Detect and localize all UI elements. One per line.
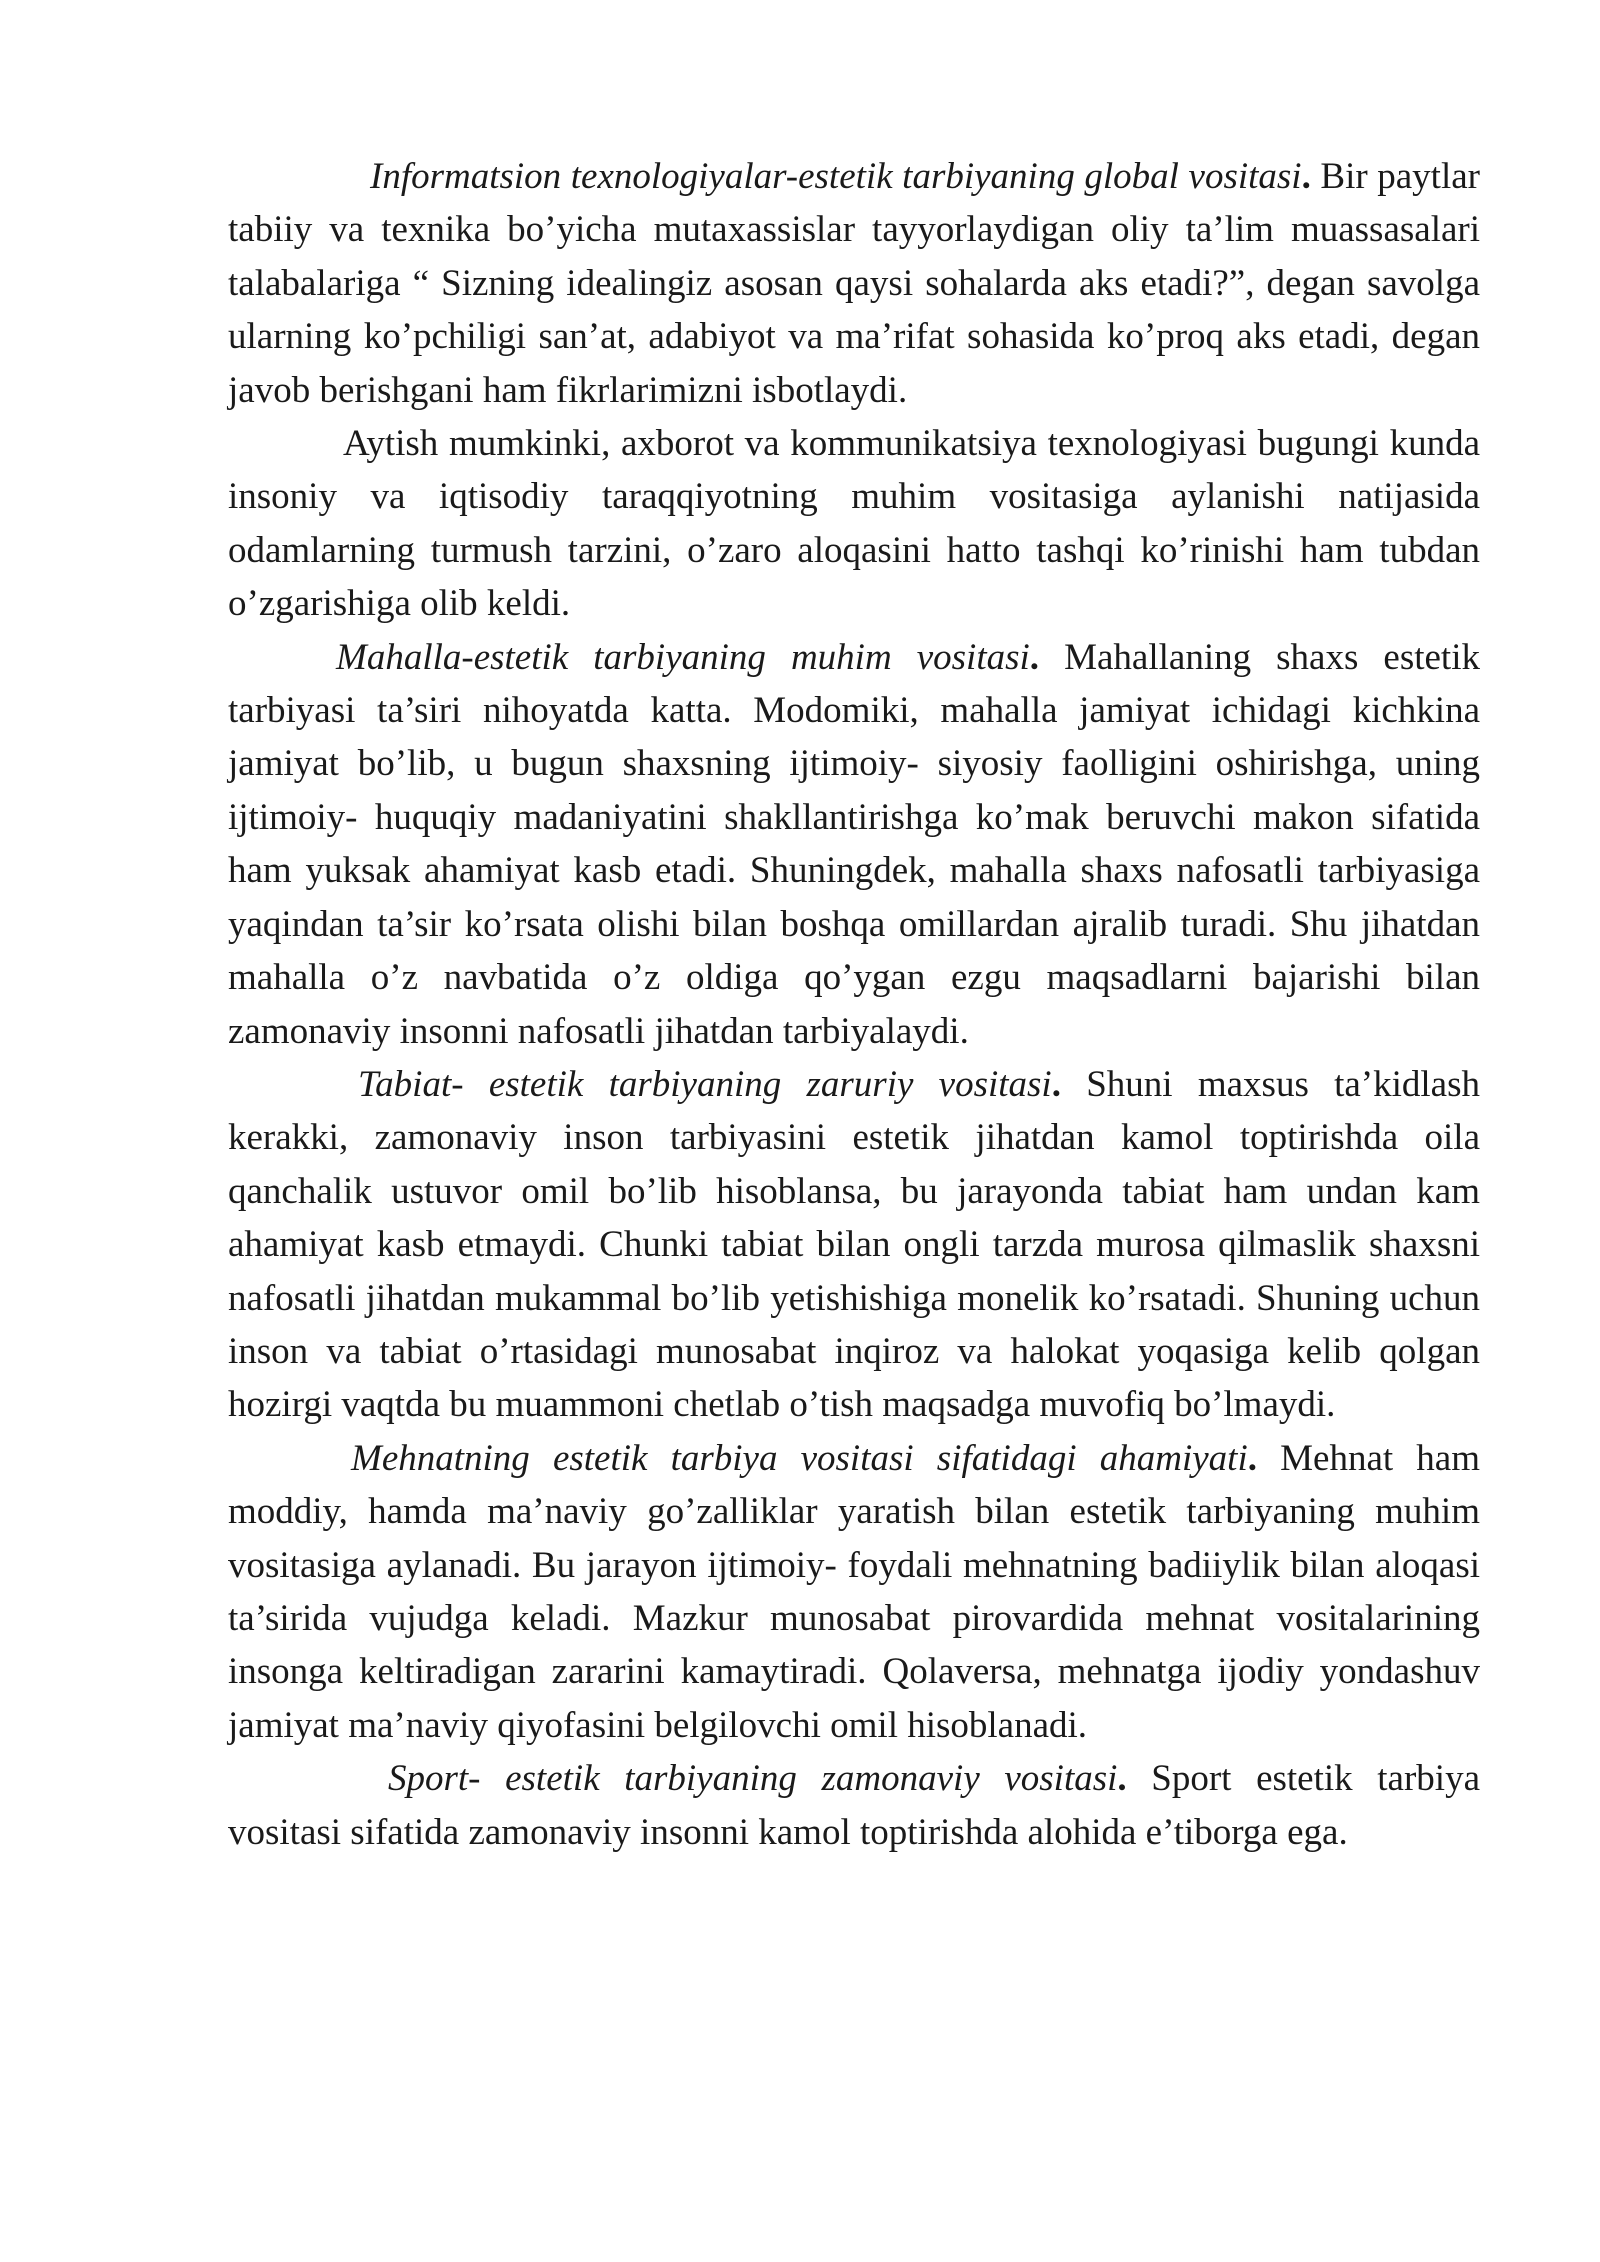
paragraph-sport: [228, 1752, 1480, 1859]
paragraph-tabiat: [228, 1058, 1480, 1432]
paragraph-text: Bir paytlar tabiiy va texnika bo’yicha mutaxassislar tayyorlaydigan oliy ta’lim muassasalari talabalariga “ Sizning idealingiz asosan qaysi sohalarda aks etadi?”, degan savolga ularning ko’pchiligi san’at, adabiyot va ma’rifat sohasida ko’proq aks etadi, degan javob berishgani ham fikrlarimizni isbotlaydi.: [228, 156, 1480, 411]
heading-period: .: [1117, 1758, 1127, 1800]
paragraph-text: Shuni maxsus ta’kidlash kerakki, zamonaviy inson tarbiyasini estetik jihatdan kamol toptirishda oila qanchalik ustuvor omil bo’lib hisoblansa, bu jarayonda tabiat ham undan kam ahamiyat kasb etmaydi. Chunki tabiat bilan ongli tarzda murosa qilmaslik shaxsni nafosatli jihatdan mukammal bo’lib yetishishiga monelik ko’rsatadi. Shuning uchun inson va tabiat o’rtasidagi munosabat inqiroz va halokat yoqasiga kelib qolgan hozirgi vaqtda bu muammoni chetlab o’tish maqsadga muvofiq bo’lmaydi.: [228, 1063, 1481, 1426]
heading-period: .: [1029, 636, 1040, 678]
paragraph-informatsion: [228, 150, 1480, 417]
paragraph-heading: Mahalla-estetik tarbiyaning muhim vositasi: [336, 636, 1030, 678]
paragraph-mahalla: [228, 631, 1480, 1058]
paragraph-text: Sport estetik tarbiya vositasi sifatida zamonaviy insonni kamol toptirishda alohida e’tiborga ega.: [228, 1758, 1480, 1853]
paragraph-text: Mehnat ham moddiy, hamda ma’naviy go’zalliklar yaratish bilan estetik tarbiyaning muhim vositasiga aylanadi. Bu jarayon ijtimoiy- foydali mehnatning badiiylik bilan aloqasi ta’sirida vujudga keladi. Mazkur munosabat pirovardida mehnat vositalarining insonga keltiradigan zararini kamaytiradi. Qolaversa, mehnatga ijodiy yondashuv jamiyat ma’naviy qiyofasini belgilovchi omil hisoblanadi.: [228, 1437, 1480, 1746]
paragraph-mehnat: [228, 1432, 1480, 1752]
body-text: [228, 150, 1480, 1859]
heading-period: .: [1247, 1437, 1257, 1479]
paragraph-heading: Mehnatning estetik tarbiya vositasi sifatidagi ahamiyati: [351, 1437, 1248, 1479]
paragraph-heading: Informatsion texnologiyalar-estetik tarbiyaning global vositasi: [370, 156, 1302, 197]
paragraph-text: Mahallaning shaxs estetik tarbiyasi ta’siri nihoyatda katta. Modomiki, mahalla jamiyat ichidagi kichkina jamiyat bo’lib, u bugun shaxsning ijtimoiy- siyosiy faolligini oshirishga, uning ijtimoiy- huquqiy madaniyatini shakllantirishga ko’mak beruvchi makon sifatida ham yuksak ahamiyat kasb etadi. Shuningdek, mahalla shaxs nafosatli tarbiyasiga yaqindan ta’sir ko’rsata olishi bilan boshqa omillardan ajralib turadi. Shu jihatdan mahalla o’z navbatida o’z oldiga qo’ygan ezgu maqsadlarni bajarishi bilan zamonaviy insonni nafosatli jihatdan tarbiyalaydi.: [228, 636, 1480, 1052]
heading-period: .: [1051, 1063, 1061, 1105]
paragraph-heading: Tabiat- estetik tarbiyaning zaruriy vositasi: [358, 1063, 1052, 1105]
paragraph-text: Aytish mumkinki, axborot va kommunikatsiya texnologiyasi bugungi kunda insoniy va iqtisodiy taraqqiyotning muhim vositasiga aylanishi natijasida odamlarning turmush tarzini, o’zaro aloqasini hatto tashqi ko’rinishi ham tubdan o’zgarishiga olib keldi.: [228, 423, 1480, 625]
heading-period: .: [1301, 156, 1311, 197]
paragraph-heading: Sport- estetik tarbiyaning zamonaviy vositasi: [388, 1758, 1118, 1800]
paragraph-aytish: [228, 417, 1480, 631]
